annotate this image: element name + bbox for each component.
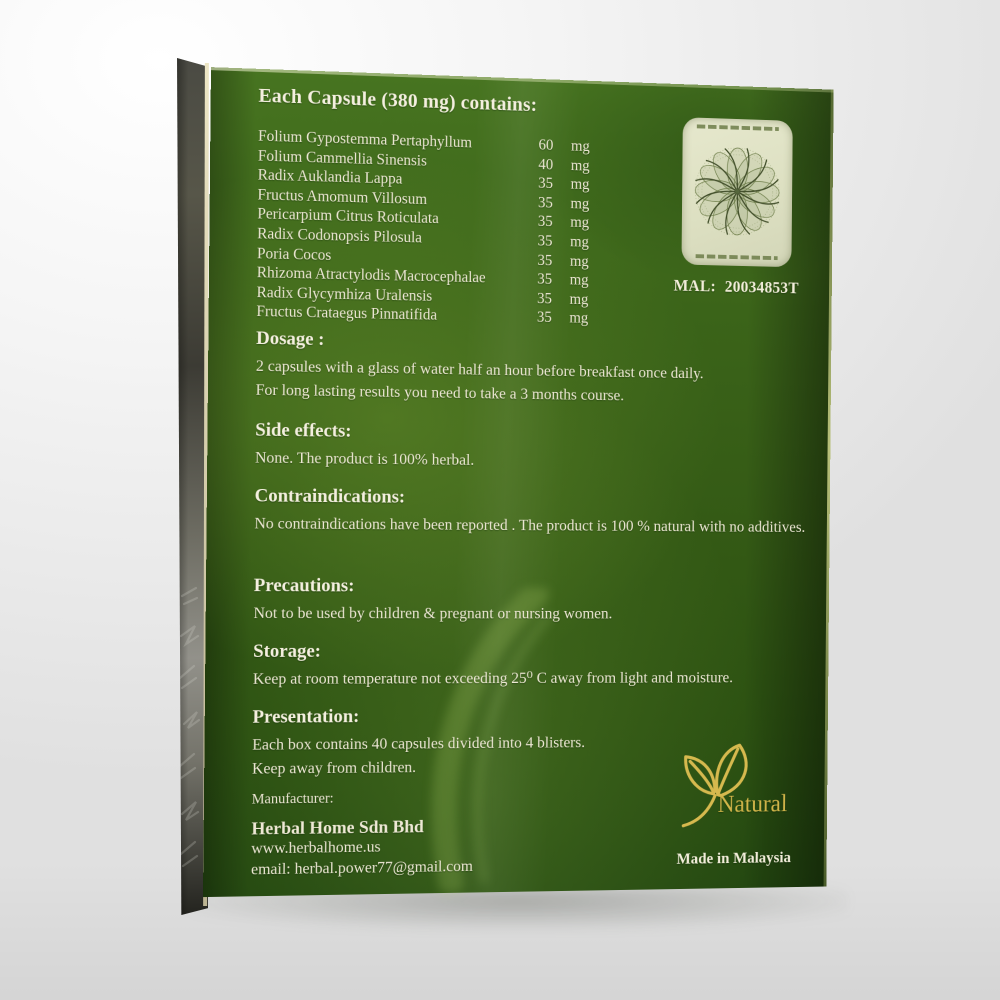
manufacturer-label: Manufacturer: <box>251 790 334 808</box>
manufacturer-website: www.herbalhome.us <box>251 838 381 858</box>
ingredient-unit: mg <box>570 176 590 194</box>
seal-flower-pattern <box>690 133 784 250</box>
ingredient-unit: mg <box>570 195 590 213</box>
ingredient-name: Radix Codonopsis Pilosula <box>257 225 423 247</box>
ingredient-name: Pericarpium Citrus Roticulata <box>257 205 439 228</box>
ingredient-amount: 35 <box>536 309 552 327</box>
ingredient-unit: mg <box>570 137 590 155</box>
ingredient-amount: 35 <box>537 251 553 269</box>
section-line: 2 capsules with a glass of water half an hour before breakfast once daily. <box>255 357 704 383</box>
section-heading: Side effects: <box>255 419 352 442</box>
section-heading: Contraindications: <box>254 485 406 508</box>
ingredient-amount: 35 <box>537 232 553 250</box>
manufacturer-block <box>251 786 658 880</box>
spine-embossed-text <box>172 578 206 888</box>
ingredient-amount: 40 <box>538 155 554 173</box>
section-precautions <box>253 575 814 626</box>
ingredients-list <box>256 127 664 330</box>
ingredient-unit: mg <box>570 156 590 175</box>
section-line: Keep away from children. <box>251 758 417 778</box>
box-back-panel <box>203 67 834 897</box>
section-heading: Dosage : <box>256 327 325 351</box>
section-heading: Presentation: <box>252 706 360 728</box>
ingredient-amount: 60 <box>538 136 554 154</box>
section-line: Keep at room temperature not exceeding 25⁰ C away from light and moisture. <box>252 669 734 688</box>
ingredient-name: Radix Glycymhiza Uralensis <box>256 283 433 305</box>
manufacturer-email: email: herbal.power77@gmail.com <box>250 858 473 879</box>
ingredient-unit: mg <box>570 233 590 251</box>
ingredient-amount: 35 <box>537 270 553 288</box>
ingredient-amount: 35 <box>537 290 553 308</box>
section-heading: Storage: <box>253 640 322 662</box>
ingredient-name: Rhizoma Atractylodis Macrocephalae <box>256 264 486 287</box>
origin-text: Made in Malaysia <box>676 849 791 868</box>
ingredient-amount: 35 <box>538 175 554 193</box>
ingredient-name: Radix Auklandia Lappa <box>257 166 403 188</box>
natural-badge <box>659 737 823 850</box>
section-line: Each box contains 40 capsules divided into 4 blisters. <box>252 734 586 754</box>
panel-title: Each Capsule (380 mg) contains: <box>258 84 538 117</box>
seal-microtext <box>696 254 777 260</box>
section-line: No contraindications have been reported . The product is 100 % natural with no additives. <box>254 515 806 536</box>
section-heading: Precautions: <box>253 575 355 597</box>
ingredient-unit: mg <box>569 309 589 327</box>
ingredient-unit: mg <box>569 271 589 289</box>
seal-microtext <box>697 124 778 131</box>
manufacturer-name: Herbal Home Sdn Bhd <box>251 816 424 839</box>
ingredient-unit: mg <box>570 214 590 232</box>
section-dosage <box>256 328 817 410</box>
section-contraindications <box>254 485 815 539</box>
ingredient-unit: mg <box>569 290 589 308</box>
ingredient-name: Folium Cammellia Sinensis <box>257 147 427 170</box>
section-line: Not to be used by children & pregnant or nursing women. <box>253 605 613 623</box>
mal-number: 20034853T <box>724 277 799 298</box>
section-line: None. The product is 100% herbal. <box>254 449 475 469</box>
section-side-effects <box>255 420 816 476</box>
ingredient-name: Folium Gypostemma Pertaphyllum <box>257 127 473 152</box>
ingredient-name: Poria Cocos <box>256 244 332 264</box>
ingredient-name: Fructus Crataegus Pinnatifida <box>256 303 438 324</box>
section-line: For long lasting results you need to take a 3 months course. <box>255 381 625 404</box>
hologram-seal <box>681 117 792 267</box>
ingredient-amount: 35 <box>537 194 553 212</box>
ingredient-unit: mg <box>569 252 589 270</box>
natural-label: Natural <box>717 790 788 818</box>
mal-registration <box>647 275 824 298</box>
mal-label: MAL: <box>673 275 717 296</box>
section-storage <box>253 641 814 692</box>
ingredient-name: Fructus Amomum Villosum <box>257 186 428 208</box>
ingredient-amount: 35 <box>537 213 553 231</box>
